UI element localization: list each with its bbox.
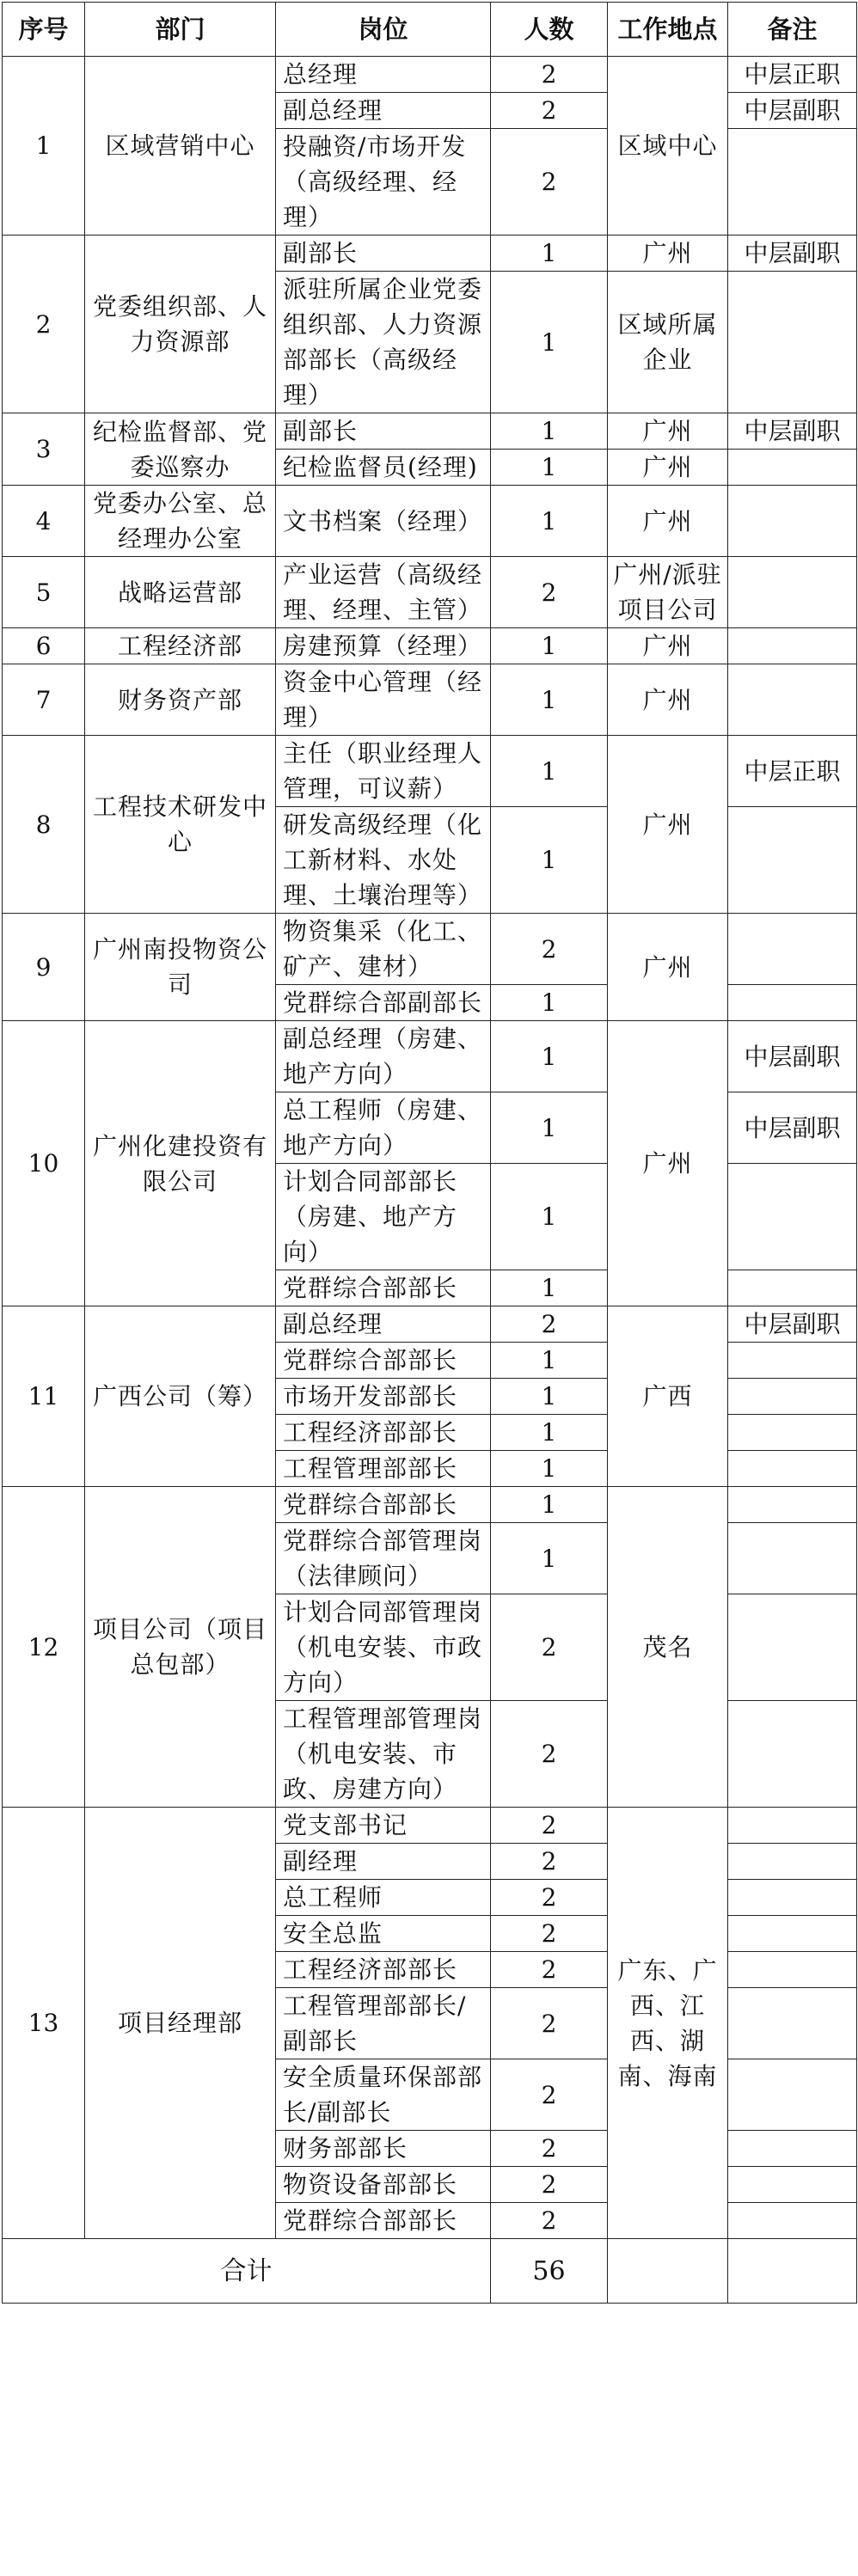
header-row: [3, 3, 857, 57]
location-cell: 广州: [608, 236, 728, 272]
header-seq: 序号: [3, 3, 85, 57]
note-cell: [728, 664, 857, 736]
count-cell: 1: [491, 736, 608, 807]
position-cell: 党群综合部部长: [276, 1487, 491, 1523]
seq-cell: 6: [3, 628, 85, 664]
position-cell: 工程管理部部长/副部长: [276, 1988, 491, 2059]
dept-cell: 战略运营部: [85, 557, 276, 628]
position-cell: 副总经理: [276, 1306, 491, 1343]
table-row: [3, 914, 857, 985]
count-cell: 1: [491, 1487, 608, 1523]
location-cell: 广州: [608, 413, 728, 450]
table-header: [3, 3, 857, 57]
note-cell: [728, 1164, 857, 1270]
count-cell: 1: [491, 236, 608, 272]
position-cell: 副部长: [276, 413, 491, 450]
table-row: [3, 236, 857, 272]
position-cell: 总经理: [276, 57, 491, 93]
count-cell: 1: [491, 1343, 608, 1379]
count-cell: 1: [491, 1164, 608, 1270]
table-row: [3, 1808, 857, 1844]
note-cell: [728, 1451, 857, 1487]
note-cell: [728, 1343, 857, 1379]
position-cell: 纪检监督员(经理): [276, 450, 491, 486]
note-cell: [728, 2203, 857, 2239]
total-note-cell: [728, 2239, 857, 2304]
count-cell: 1: [491, 450, 608, 486]
position-cell: 党支部书记: [276, 1808, 491, 1844]
note-cell: [728, 914, 857, 985]
location-cell: 广州: [608, 664, 728, 736]
position-cell: 副总经理（房建、地产方向）: [276, 1021, 491, 1092]
table-row: [3, 628, 857, 664]
header-position: 岗位: [276, 3, 491, 57]
count-cell: 1: [491, 807, 608, 914]
count-cell: 1: [491, 486, 608, 557]
note-cell: [728, 1808, 857, 1844]
header-note: 备注: [728, 3, 857, 57]
position-cell: 工程经济部部长: [276, 1952, 491, 1988]
position-cell: 副经理: [276, 1844, 491, 1880]
note-cell: [728, 557, 857, 628]
position-cell: 总工程师（房建、地产方向）: [276, 1092, 491, 1164]
total-label: 合计: [3, 2239, 491, 2304]
count-cell: 1: [491, 1021, 608, 1092]
count-cell: 2: [491, 914, 608, 985]
note-cell: [728, 1952, 857, 1988]
position-cell: 党群综合部部长: [276, 1270, 491, 1306]
position-cell: 计划合同部部长（房建、地产方向）: [276, 1164, 491, 1270]
position-cell: 市场开发部部长: [276, 1379, 491, 1415]
position-cell: 党群综合部管理岗（法律顾问）: [276, 1523, 491, 1594]
seq-cell: 5: [3, 557, 85, 628]
seq-cell: 10: [3, 1021, 85, 1306]
seq-cell: 4: [3, 486, 85, 557]
seq-cell: 9: [3, 914, 85, 1021]
position-cell: 安全质量环保部部长/副部长: [276, 2059, 491, 2131]
dept-cell: 广州化建投资有限公司: [85, 1021, 276, 1306]
header-dept: 部门: [85, 3, 276, 57]
count-cell: 2: [491, 1594, 608, 1701]
note-cell: 中层副职: [728, 236, 857, 272]
location-cell: 区域所属企业: [608, 272, 728, 413]
dept-cell: 党委组织部、人力资源部: [85, 236, 276, 413]
count-cell: 2: [491, 1916, 608, 1952]
count-cell: 1: [491, 1270, 608, 1306]
count-cell: 1: [491, 1415, 608, 1451]
dept-cell: 项目经理部: [85, 1808, 276, 2239]
note-cell: 中层副职: [728, 1021, 857, 1092]
location-cell: 广州: [608, 1021, 728, 1306]
seq-cell: 2: [3, 236, 85, 413]
count-cell: 2: [491, 93, 608, 129]
note-cell: [728, 1844, 857, 1880]
note-cell: [728, 272, 857, 413]
total-count: 56: [491, 2239, 608, 2304]
location-cell: 广州: [608, 628, 728, 664]
note-cell: 中层正职: [728, 57, 857, 93]
count-cell: 1: [491, 272, 608, 413]
count-cell: 2: [491, 1988, 608, 2059]
seq-cell: 8: [3, 736, 85, 914]
position-cell: 物资设备部部长: [276, 2167, 491, 2203]
position-cell: 投融资/市场开发（高级经理、经理）: [276, 129, 491, 236]
count-cell: 1: [491, 413, 608, 450]
position-cell: 总工程师: [276, 1880, 491, 1916]
count-cell: 2: [491, 1880, 608, 1916]
position-cell: 房建预算（经理）: [276, 628, 491, 664]
dept-cell: 工程经济部: [85, 628, 276, 664]
header-location: 工作地点: [608, 3, 728, 57]
location-cell: 广州: [608, 486, 728, 557]
note-cell: [728, 2131, 857, 2167]
count-cell: 2: [491, 557, 608, 628]
note-cell: 中层副职: [728, 413, 857, 450]
note-cell: [728, 628, 857, 664]
seq-cell: 3: [3, 413, 85, 486]
note-cell: [728, 1415, 857, 1451]
note-cell: [728, 129, 857, 236]
count-cell: 1: [491, 985, 608, 1021]
table-row: [3, 413, 857, 450]
count-cell: 2: [491, 2059, 608, 2131]
table-row: [3, 1021, 857, 1092]
note-cell: [728, 2167, 857, 2203]
count-cell: 1: [491, 1451, 608, 1487]
dept-cell: 项目公司（项目总包部）: [85, 1487, 276, 1808]
position-cell: 党群综合部部长: [276, 2203, 491, 2239]
count-cell: 2: [491, 1701, 608, 1808]
seq-cell: 13: [3, 1808, 85, 2239]
note-cell: [728, 1701, 857, 1808]
note-cell: 中层副职: [728, 1306, 857, 1343]
seq-cell: 1: [3, 57, 85, 236]
position-cell: 物资集采（化工、矿产、建材）: [276, 914, 491, 985]
location-cell: 茂名: [608, 1487, 728, 1808]
seq-cell: 7: [3, 664, 85, 736]
dept-cell: 财务资产部: [85, 664, 276, 736]
location-cell: 广西: [608, 1306, 728, 1487]
table-row: [3, 736, 857, 807]
table-row: [3, 664, 857, 736]
note-cell: [728, 807, 857, 914]
count-cell: 1: [491, 1379, 608, 1415]
position-cell: 党群综合部部长: [276, 1343, 491, 1379]
note-cell: 中层副职: [728, 1092, 857, 1164]
table-row: [3, 1487, 857, 1523]
note-cell: [728, 1988, 857, 2059]
note-cell: [728, 486, 857, 557]
dept-cell: 区域营销中心: [85, 57, 276, 236]
note-cell: [728, 1487, 857, 1523]
note-cell: [728, 1916, 857, 1952]
position-cell: 工程经济部部长: [276, 1415, 491, 1451]
dept-cell: 广州南投物资公司: [85, 914, 276, 1021]
position-cell: 资金中心管理（经理）: [276, 664, 491, 736]
note-cell: [728, 1270, 857, 1306]
seq-cell: 11: [3, 1306, 85, 1487]
count-cell: 2: [491, 1808, 608, 1844]
count-cell: 2: [491, 1306, 608, 1343]
position-cell: 财务部部长: [276, 2131, 491, 2167]
dept-cell: 党委办公室、总经理办公室: [85, 486, 276, 557]
position-cell: 工程管理部管理岗（机电安装、市政、房建方向）: [276, 1701, 491, 1808]
count-cell: 2: [491, 57, 608, 93]
position-cell: 党群综合部副部长: [276, 985, 491, 1021]
count-cell: 2: [491, 129, 608, 236]
position-cell: 文书档案（经理）: [276, 486, 491, 557]
note-cell: [728, 1594, 857, 1701]
table-row: [3, 1306, 857, 1343]
location-cell: 广州/派驻项目公司: [608, 557, 728, 628]
count-cell: 1: [491, 1092, 608, 1164]
position-cell: 主任（职业经理人管理，可议薪）: [276, 736, 491, 807]
total-location-cell: [608, 2239, 728, 2304]
dept-cell: 工程技术研发中心: [85, 736, 276, 914]
position-cell: 产业运营（高级经理、经理、主管）: [276, 557, 491, 628]
table-row: [3, 57, 857, 93]
position-cell: 派驻所属企业党委组织部、人力资源部部长（高级经理）: [276, 272, 491, 413]
seq-cell: 12: [3, 1487, 85, 1808]
location-cell: 广州: [608, 914, 728, 1021]
position-cell: 工程管理部部长: [276, 1451, 491, 1487]
note-cell: [728, 1523, 857, 1594]
note-cell: 中层正职: [728, 736, 857, 807]
position-cell: 计划合同部管理岗（机电安装、市政方向）: [276, 1594, 491, 1701]
position-cell: 研发高级经理（化工新材料、水处理、土壤治理等）: [276, 807, 491, 914]
count-cell: 1: [491, 664, 608, 736]
count-cell: 1: [491, 1523, 608, 1594]
recruitment-table: [2, 2, 857, 2304]
location-cell: 广州: [608, 450, 728, 486]
dept-cell: 纪检监督部、党委巡察办: [85, 413, 276, 486]
note-cell: [728, 1379, 857, 1415]
table-row: [3, 557, 857, 628]
count-cell: 1: [491, 628, 608, 664]
location-cell: 广东、广西、江西、湖南、海南: [608, 1808, 728, 2239]
location-cell: 广州: [608, 736, 728, 914]
note-cell: [728, 1880, 857, 1916]
note-cell: 中层副职: [728, 93, 857, 129]
note-cell: [728, 985, 857, 1021]
position-cell: 安全总监: [276, 1916, 491, 1952]
count-cell: 2: [491, 2203, 608, 2239]
count-cell: 2: [491, 2131, 608, 2167]
note-cell: [728, 2059, 857, 2131]
count-cell: 2: [491, 1952, 608, 1988]
position-cell: 副部长: [276, 236, 491, 272]
note-cell: [728, 450, 857, 486]
count-cell: 2: [491, 1844, 608, 1880]
count-cell: 2: [491, 2167, 608, 2203]
header-count: 人数: [491, 3, 608, 57]
table-row: [3, 486, 857, 557]
dept-cell: 广西公司（筹）: [85, 1306, 276, 1487]
position-cell: 副总经理: [276, 93, 491, 129]
location-cell: 区域中心: [608, 57, 728, 236]
table-body: [3, 57, 857, 2304]
total-row: [3, 2239, 857, 2304]
